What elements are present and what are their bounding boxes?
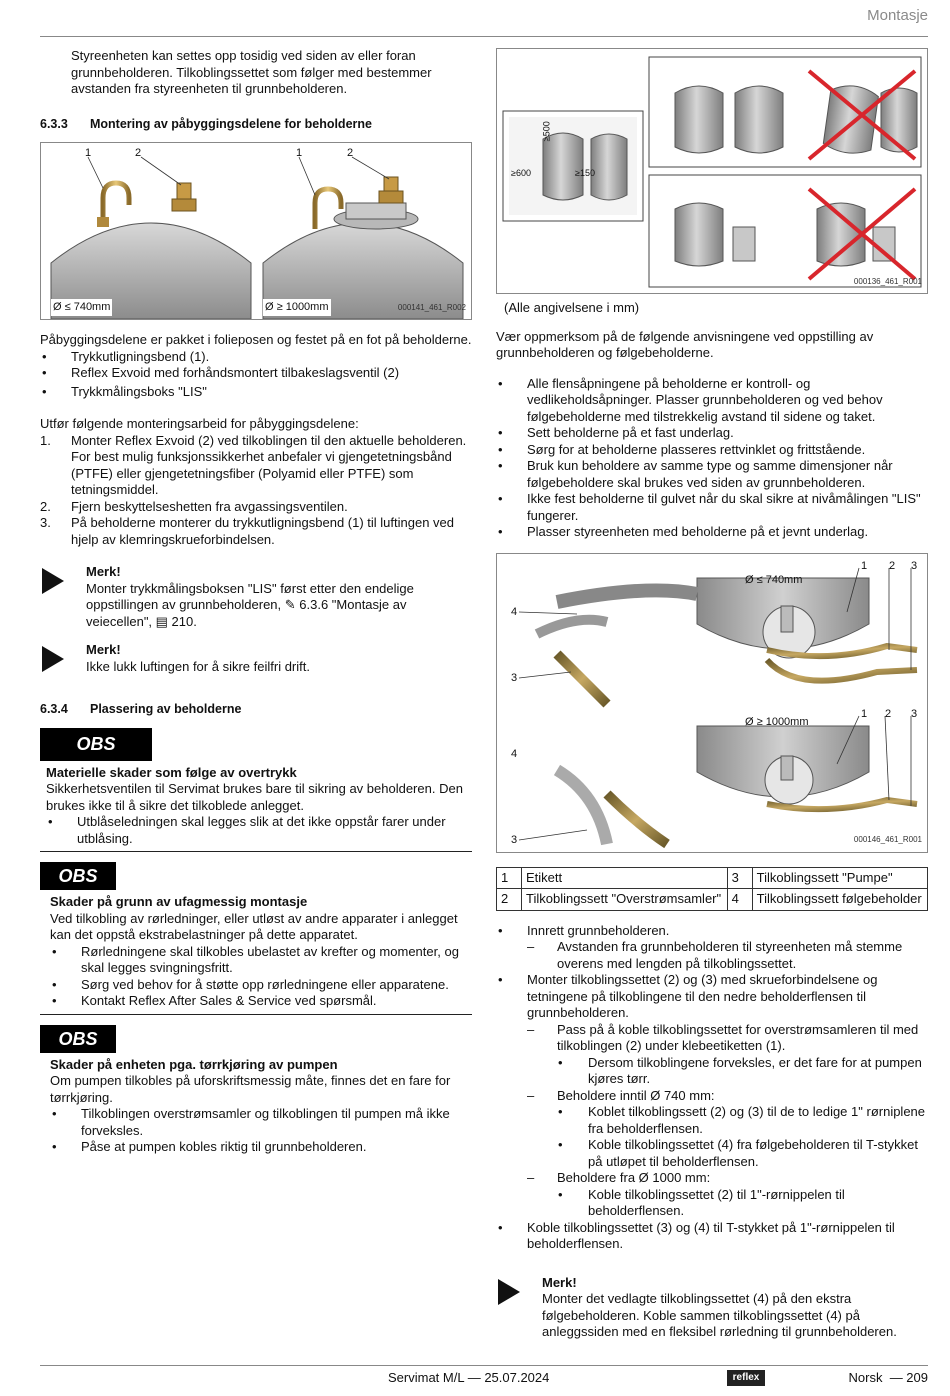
fig1-label-2: 2 <box>135 147 142 159</box>
note-text: Monter det vedlagte tilkoblingssettet (4) på den ekstra følgebeholderen. Koble sammen tilkoblingssettet (4) på anleggssiden med en fleksibel rørledning til grunnbeholderen. <box>542 1291 897 1339</box>
fig3-label-2-bottom: 2 <box>885 707 892 720</box>
note-title: Merk! <box>542 1274 577 1290</box>
header-rule <box>40 36 928 37</box>
footer-rule <box>40 1365 928 1366</box>
fig3-label-3-bottom: 3 <box>911 707 918 720</box>
figure-connections-drawing <box>497 554 927 852</box>
fig3-dim-bottom: Ø ≥ 1000mm <box>745 715 809 728</box>
arrow-icon <box>498 1279 520 1305</box>
instruction-subitem: – Beholdere inntil Ø 740 mm: <box>527 1087 715 1103</box>
reflex-logo: reflex <box>727 1370 765 1386</box>
section-title: Montering av påbyggingsdelene for beholderne <box>90 116 372 131</box>
section-number: 6.3.4 <box>40 702 68 716</box>
instruction-subsubitem: • Koble tilkoblingssettet (4) fra følgebeholderen til T-stykket på utløpet til beholderflensen. <box>558 1137 918 1169</box>
warning-title: Skader på enheten pga. tørrkjøring av pumpen <box>50 1056 338 1072</box>
fig3-label-1: 1 <box>861 559 868 572</box>
fig3-label-1-bottom: 1 <box>861 707 868 720</box>
footer-doc: Servimat M/L — 25.07.2024 <box>388 1370 550 1385</box>
figure-placement <box>496 48 928 294</box>
parts-list-item: • Trykkmålingsboks "LIS" <box>42 383 207 399</box>
warning-bullet: • Kontakt Reflex After Sales & Service ved spørsmål. <box>52 993 377 1008</box>
warning-bullet: • Utblåseledningen skal legges slik at det ikke oppstår farer under utblåsing. <box>48 814 446 846</box>
legend-table <box>496 867 928 911</box>
placement-bullet: • Alle flensåpningene på beholderne er kontroll- og vedlikeholdsåpninger. Plasser grunnbeholderen og ved behov følgebeholderne med tilstrekkelig avstand til sidene og taket. <box>498 375 883 424</box>
parts-list-item: • Reflex Exvoid med forhåndsmontert tilbakeslagsventil (2) <box>42 365 400 380</box>
fig1-code: 000141_461_R002 <box>397 302 466 312</box>
attention-text: Vær oppmerksom på de følgende anvisningene ved oppstilling av grunnbeholderen og følgebeholderne. <box>496 328 874 360</box>
instruction-subsubitem: • Koble tilkoblingssettet (2) til 1"-rørnippelen til beholderflensen. <box>558 1186 845 1218</box>
step-item: 3. På beholderne monterer du trykkutligningsbend (1) til luftingen ved hjelp av klemringskrueforbindelsen. <box>40 515 455 547</box>
placement-bullet: • Ikke fest beholderne til gulvet når du skal sikre at nivåmålingen "LIS" fungerer. <box>498 491 921 523</box>
header-title: Montasje <box>867 7 928 24</box>
fig3-label-3-left-bottom: 3 <box>511 833 518 846</box>
warning-bullet: • Påse at pumpen kobles riktig til grunnbeholderen. <box>52 1139 367 1154</box>
fig3-label-3-left: 3 <box>511 671 518 684</box>
work-intro: Utfør følgende monteringsarbeid for påbyggingsdelene: <box>40 416 359 431</box>
instruction-subsubitem: • Koblet tilkoblingssett (2) og (3) til de to ledige 1" rørniplene fra beholderflensen. <box>558 1104 926 1136</box>
instruction-item: • Koble tilkoblingssettet (3) og (4) til T-stykket på 1"-rørnippelen til beholderflensen. <box>498 1219 895 1251</box>
warning-box <box>40 1025 472 1160</box>
note-box <box>40 564 472 630</box>
warning-bullet: • Sørg ved behov for å støtte opp rørledningene eller apparatene. <box>52 976 449 992</box>
warning-title: Skader på grunn av ufagmessig montasje <box>50 894 308 909</box>
figure-attachments-drawing <box>41 143 471 319</box>
warning-badge: OBS <box>40 1025 116 1053</box>
right-column <box>496 48 928 1341</box>
fig1-label-1b: 1 <box>296 147 303 159</box>
intro-text: Styreenheten kan settes opp tosidig ved siden av eller foran grunnbeholderen. Tilkoblingssettet som følger med bestemmer avstanden fra styreenheten til grunnbeholderen. <box>71 48 432 96</box>
instruction-item: • Monter tilkoblingssettet (2) og (3) med skrueforbindelsene og tetningene på tilkoblingene til den nedre beholderflensen til grunnbeholderen. <box>498 972 878 1020</box>
instruction-subitem: – Beholdere fra Ø 1000 mm: <box>527 1170 711 1185</box>
note-box <box>496 1275 928 1341</box>
figure-attachments <box>40 142 472 320</box>
fig2-code: 000136_461_R001 <box>853 276 922 286</box>
instruction-subsubitem: • Dersom tilkoblingene forveksles, er det fare for at pumpen kjøres tørr. <box>558 1054 922 1086</box>
fig3-dim-top: Ø ≤ 740mm <box>745 573 803 586</box>
section-6-3-4-heading <box>40 701 472 718</box>
warning-title: Materielle skader som følge av overtrykk <box>46 764 297 780</box>
note-box <box>40 642 472 675</box>
instruction-subitem: – Avstanden fra grunnbeholderen til styreenheten må stemme overens med lengden på tilkoblingssettet. <box>527 939 903 971</box>
fig3-label-2: 2 <box>889 559 896 572</box>
placement-bullet: • Sett beholderne på et fast underlag. <box>498 425 734 440</box>
footer-lang: Norsk <box>848 1370 883 1385</box>
note-title: Merk! <box>86 564 121 579</box>
fig2-dim-side: ≥600 <box>511 168 531 178</box>
fig1-dim-left: Ø ≤ 740mm <box>51 299 112 316</box>
warning-box <box>40 862 472 1015</box>
section-title: Plassering av beholderne <box>90 702 242 716</box>
fig1-dim-right: Ø ≥ 1000mm <box>263 299 331 316</box>
fig2-dim-height: ≥500 <box>541 121 552 142</box>
page-number: — 209 <box>889 1370 928 1385</box>
warning-text: Sikkerhetsventilen til Servimat brukes bare til sikring av beholderen. Den brukes ikke til å sikre det tilkoblede anlegget. <box>46 781 463 813</box>
fig2-caption: (Alle angivelsene i mm) <box>504 300 640 315</box>
warning-badge: OBS <box>40 728 152 761</box>
section-number: 6.3.3 <box>40 116 68 131</box>
fig1-label-1: 1 <box>85 147 92 159</box>
left-column <box>40 48 472 1160</box>
warning-badge: OBS <box>40 862 116 890</box>
warning-text: Ved tilkobling av rørledninger, eller utløst av andre apparater i anlegget kan det oppstå ekstrabelastninger på dette apparatet. <box>50 910 458 942</box>
fig2-dim-gap: ≥150 <box>575 168 595 178</box>
placement-bullet: • Plasser styreenheten med beholderne på et jevnt underlag. <box>498 524 869 539</box>
parts-list-item: • Trykkutligningsbend (1). <box>42 348 210 364</box>
warning-bullet: • Tilkoblingen overstrømsamler og tilkoblingen til pumpen må ikke forveksles. <box>52 1106 450 1138</box>
instruction-subitem: – Pass på å koble tilkoblingssettet for overstrømsamleren til med tilkoblingen (2) under klebeetiketten (1). <box>527 1021 919 1053</box>
note-text: Monter trykkmålingsboksen "LIS" først etter den endelige oppstillingen av grunnbeholderen, ✎ 6.3.6 "Montasje av veiecellen", ▤ 210. <box>86 580 414 629</box>
figure-placement-drawing <box>497 49 927 293</box>
placement-bullet: • Bruk kun beholdere av samme type og samme dimensjoner når følgebeholdere skal brukes ved siden av grunnbeholderen. <box>498 458 893 490</box>
warning-box <box>40 728 472 853</box>
fig3-label-3: 3 <box>911 559 918 572</box>
fig1-label-2b: 2 <box>347 147 354 159</box>
instruction-item: • Innrett grunnbeholderen. <box>498 922 670 938</box>
fig3-label-4: 4 <box>511 605 518 618</box>
arrow-icon <box>42 568 64 594</box>
note-text: Ikke lukk luftingen for å sikre feilfri drift. <box>86 658 310 674</box>
step-item: 1. Monter Reflex Exvoid (2) ved tilkoblingen til den aktuelle beholderen. For best mulig funksjonssikkerhet anbefaler vi gjengetetningsbånd (PTFE) eller gjengetetningsfiber (Polyamid eller PTFE) som tetningsmiddel. <box>40 432 467 497</box>
section-6-3-3-heading <box>40 116 472 133</box>
step-item: 2. Fjern beskyttelseshetten fra avgassingsventilen. <box>40 498 348 514</box>
fig3-code: 000146_461_R001 <box>853 835 922 844</box>
warning-bullet: • Rørledningene skal tilkobles ubelastet av krefter og momenter, og skal legges svingningsfritt. <box>52 943 459 975</box>
placement-bullet: • Sørg for at beholderne plasseres rettvinklet og frittstående. <box>498 441 866 457</box>
fig3-label-4-bottom: 4 <box>511 747 518 760</box>
table-row: 2 Tilkoblingssett "Overstrømsamler" 4 Tilkoblingssett følgebeholder <box>497 889 928 911</box>
table-row: 1 Etikett 3 Tilkoblingssett "Pumpe" <box>497 867 928 889</box>
arrow-icon <box>42 646 64 672</box>
note-title: Merk! <box>86 642 121 657</box>
footer-page <box>849 1370 929 1387</box>
parts-intro: Påbyggingsdelene er pakket i folieposen og festet på en fot på beholderne. <box>40 332 472 347</box>
figure-connections <box>496 553 928 853</box>
warning-text: Om pumpen tilkobles på uforskriftsmessig måte, finnes det en fare for tørrkjøring. <box>50 1073 451 1105</box>
instructions <box>496 923 928 1253</box>
placement-bullets <box>496 376 928 541</box>
